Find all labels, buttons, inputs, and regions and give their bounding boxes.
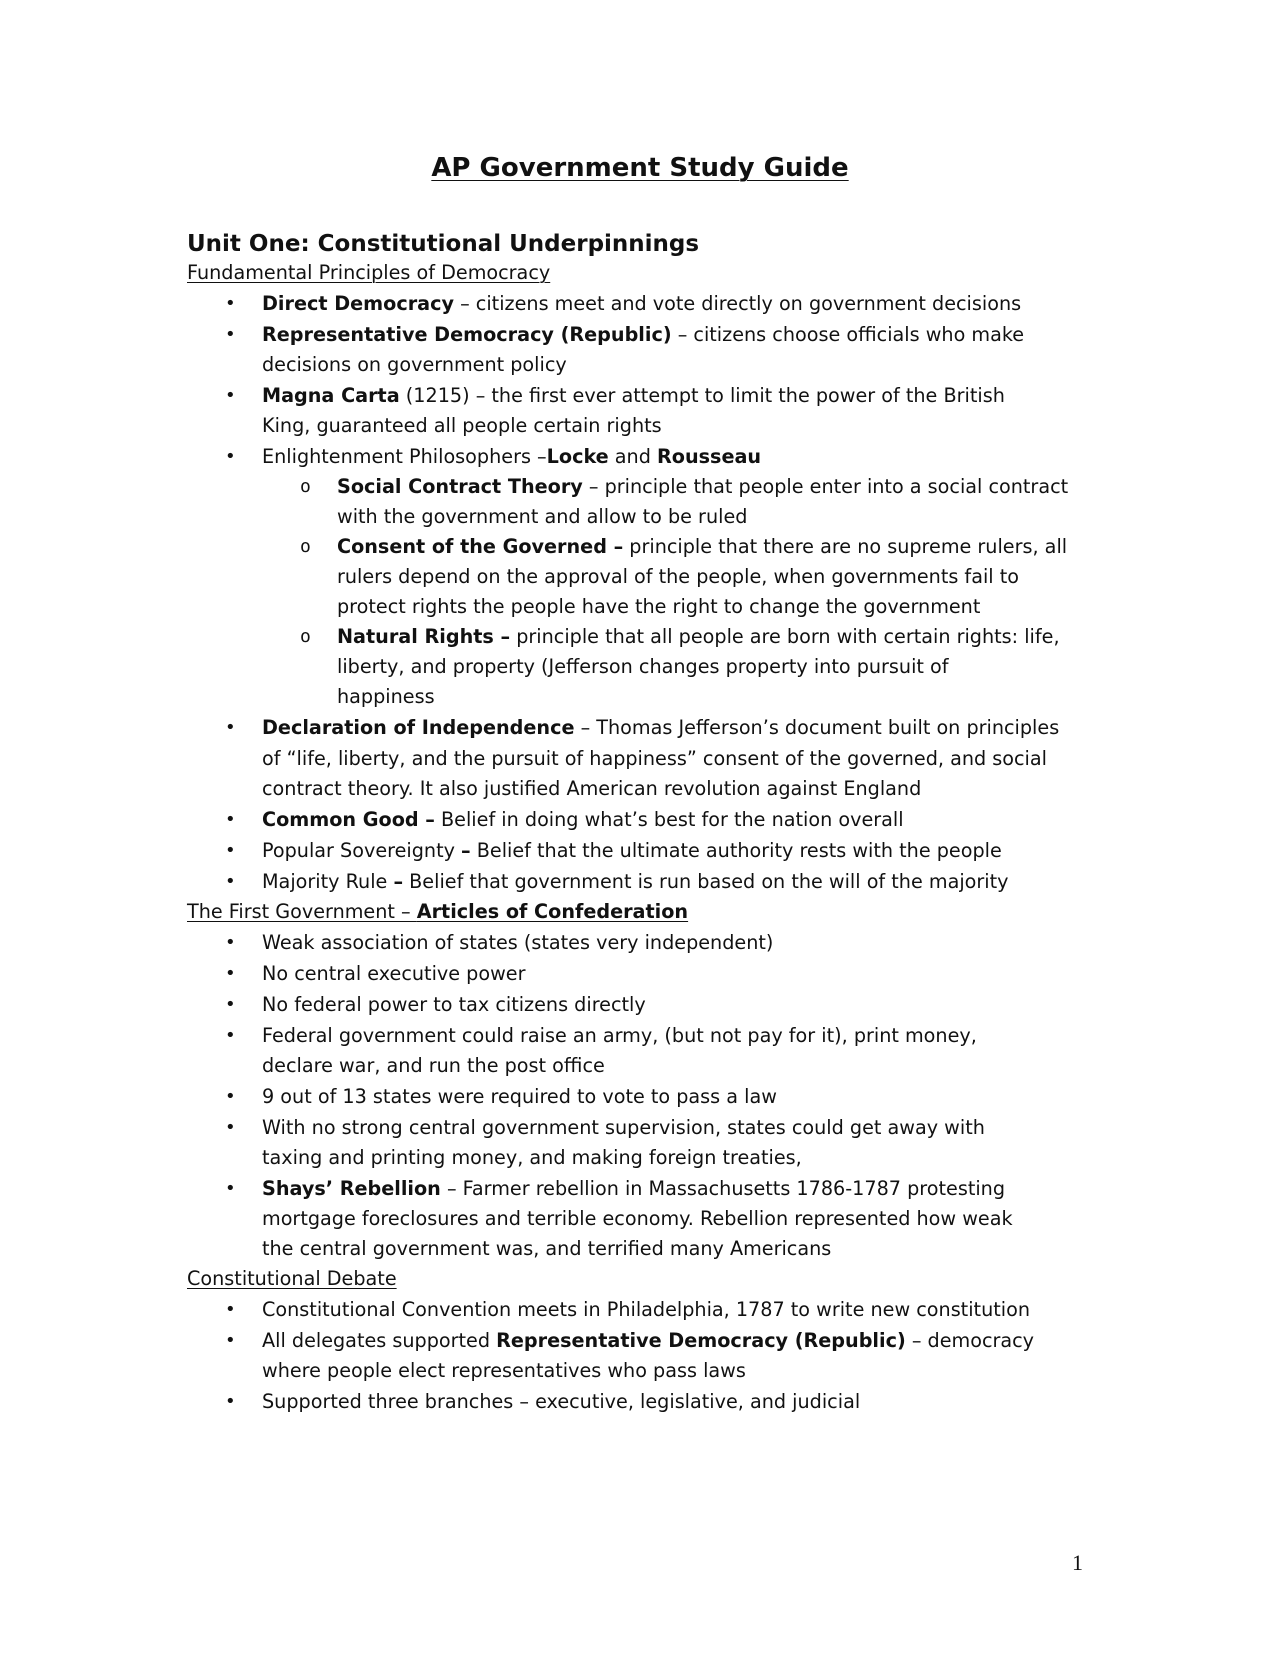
list-item-direct-democracy: Direct Democracy – citizens meet and vote directly on government decisions (262, 292, 1022, 315)
list-item-three-branches: Supported three branches – executive, legislative, and judicial (262, 1390, 861, 1413)
bullet-icon: • (225, 840, 236, 861)
bullet-icon: • (225, 1299, 236, 1320)
section-heading-fundamentals: Fundamental Principles of Democracy (187, 261, 551, 284)
list-item-convention: Constitutional Convention meets in Philadelphia, 1787 to write new constitution (262, 1298, 1030, 1321)
bullet-icon: • (225, 446, 236, 467)
list-item-continuation: where people elect representatives who pass laws (262, 1359, 746, 1382)
list-item-continuation: decisions on government policy (262, 353, 567, 376)
bullet-icon: • (225, 809, 236, 830)
list-item-continuation: mortgage foreclosures and terrible economy. Rebellion represented how weak (262, 1207, 1013, 1230)
list-item-no-strong-government: With no strong central government supervision, states could get away with (262, 1116, 985, 1139)
section-heading-constitutional-debate: Constitutional Debate (187, 1267, 397, 1290)
bullet-icon: • (225, 293, 236, 314)
page-number: 1 (1072, 1550, 1083, 1575)
sub-item-natural-rights: Natural Rights – principle that all people are born with certain rights: life, (337, 625, 1060, 648)
bullet-icon: • (225, 717, 236, 738)
section-heading-first-government: The First Government – Articles of Confederation (187, 900, 689, 923)
list-item-continuation: of “life, liberty, and the pursuit of happiness” consent of the governed, and social (262, 747, 1047, 770)
sub-bullet-icon: o (300, 476, 311, 497)
bullet-icon: • (225, 1117, 236, 1138)
list-item-continuation: contract theory. It also justified American revolution against England (262, 777, 922, 800)
list-item-declaration: Declaration of Independence – Thomas Jefferson’s document built on principles (262, 716, 1060, 739)
sub-item-consent: Consent of the Governed – principle that there are no supreme rulers, all (337, 535, 1068, 558)
list-item-federal-government: Federal government could raise an army, (but not pay for it), print money, (262, 1024, 977, 1047)
bullet-icon: • (225, 871, 236, 892)
sub-item-continuation: happiness (337, 685, 435, 708)
unit-heading: Unit One: Constitutional Underpinnings (187, 231, 700, 257)
sub-item-continuation: rulers depend on the approval of the people, when governments fail to (337, 565, 1019, 588)
bullet-icon: • (225, 385, 236, 406)
list-item-weak-association: Weak association of states (states very independent) (262, 931, 774, 954)
bullet-icon: • (225, 1391, 236, 1412)
list-item-popular-sovereignty: Popular Sovereignty – Belief that the ultimate authority rests with the people (262, 839, 1002, 862)
bullet-icon: • (225, 324, 236, 345)
bullet-icon: • (225, 1330, 236, 1351)
sub-item-continuation: liberty, and property (Jefferson changes property into pursuit of (337, 655, 949, 678)
bullet-icon: • (225, 963, 236, 984)
list-item-shays-rebellion: Shays’ Rebellion – Farmer rebellion in Massachusetts 1786-1787 protesting (262, 1177, 1006, 1200)
bullet-icon: • (225, 994, 236, 1015)
sub-item-continuation: with the government and allow to be ruled (337, 505, 748, 528)
list-item-delegates: All delegates supported Representative Democracy (Republic) – democracy (262, 1329, 1035, 1352)
list-item-continuation: declare war, and run the post office (262, 1054, 605, 1077)
list-item-magna-carta: Magna Carta (1215) – the first ever attempt to limit the power of the British (262, 384, 1005, 407)
list-item-no-tax: No federal power to tax citizens directly (262, 993, 646, 1016)
sub-bullet-icon: o (300, 536, 311, 557)
page-title: AP Government Study Guide (431, 153, 849, 183)
bullet-icon: • (225, 1178, 236, 1199)
list-item-enlightenment: Enlightenment Philosophers –Locke and Rousseau (262, 445, 762, 468)
bullet-icon: • (225, 1025, 236, 1046)
list-item-no-executive: No central executive power (262, 962, 526, 985)
list-item-representative-democracy: Representative Democracy (Republic) – citizens choose officials who make (262, 323, 1025, 346)
list-item-common-good: Common Good – Belief in doing what’s best for the nation overall (262, 808, 904, 831)
bullet-icon: • (225, 932, 236, 953)
list-item-continuation: taxing and printing money, and making foreign treaties, (262, 1146, 802, 1169)
list-item-majority-rule: Majority Rule – Belief that government is run based on the will of the majority (262, 870, 1009, 893)
list-item-continuation: King, guaranteed all people certain rights (262, 414, 662, 437)
list-item-nine-of-thirteen: 9 out of 13 states were required to vote to pass a law (262, 1085, 777, 1108)
list-item-continuation: the central government was, and terrified many Americans (262, 1237, 832, 1260)
bullet-icon: • (225, 1086, 236, 1107)
sub-bullet-icon: o (300, 626, 311, 647)
sub-item-continuation: protect rights the people have the right to change the government (337, 595, 981, 618)
sub-item-social-contract: Social Contract Theory – principle that people enter into a social contract (337, 475, 1069, 498)
